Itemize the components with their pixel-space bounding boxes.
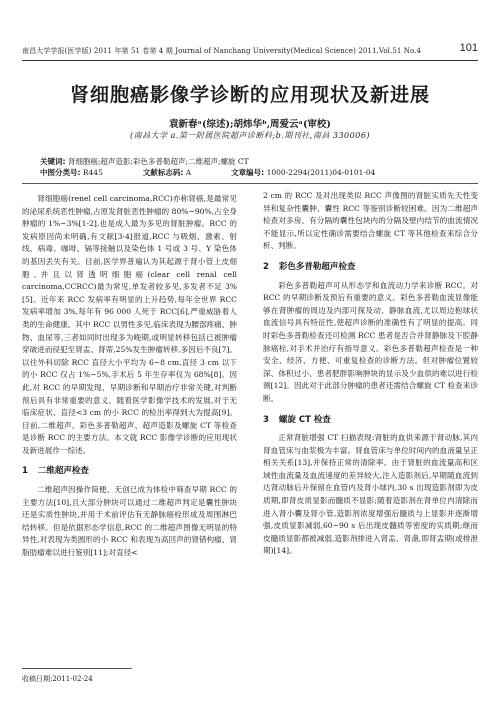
intro-paragraph: 肾细胞癌(renel cell carcinoma,RCC)亦称肾癌,是最常见的泌尿系统恶性肿瘤,占原发肾脏恶性肿瘤的 80%~90%,占全身肿瘤的 1%~3%[1-2],也是成人最为多见的肾脏肿瘤。RCC 的发病原因尚未明确,有文献[3-4]报道,RCC 与吸烟、激素、射线、病毒、咖啡、镉等接触以及染色体 1 号或 3 号、Y 染色体的基因丢失有关。目前,医学界普遍认为其起源于肾小管上皮细胞,并且以肾透明细胞癌(clear cell renal cell carcinoma,CCRCC)最为常见,单发者较多见,多发者不足 3%[5]。近年来 RCC 发病率有明显的上升趋势,每年全世界 RCC 发病率增加 3%,每年有 96 000 人死于 RCC[6],严重威胁着人类的生命健康。其中 RCC 以男性多见,临床表现为腰部疼痛、肿物、血尿等,三者如同时出现多为晚期,或明显转移包括已被肿瘤穿破进而侵犯至肾盂、肾蒂,25%发生肿瘤转移,多因后不良[7]。以往外科切除 RCC 直径大小平均为 6~8 cm,直径 3 cm 以下的小 RCC 仅占 1%~5%,手术后 5 年生存率仅为 68%[8]。因此,对 RCC 的早期发现、早期诊断和早期治疗非常关键,对判断预后具有非常重要的意义。随着医学影像学技术的发展,对于无临床症状、直径<3 cm 的小 RCC 的检出率得到大为提高[9]。目前,二维超声、彩色多普勒超声、超声造影及螺旋 CT 等检查是诊断 RCC 的主要方法。本文就 RCC 影像学诊断的应用现状及新进展作一综述。: [22, 194, 237, 455]
journal-line: 南昌大学学报(医学版) 2011 年第 51 卷第 4 期 Journal of Nanchang University(Medical Science) 2011,Vol.51 No.4: [22, 47, 422, 55]
section-1-title: 二维超声检查: [37, 466, 89, 477]
page-number: 101: [459, 42, 478, 54]
metadata-rule: [22, 183, 478, 184]
header-rule: [22, 60, 478, 61]
section-2-title: 彩色多普勒超声检查: [278, 261, 356, 272]
clc-value: R445: [82, 168, 103, 177]
footnote-rule: [22, 668, 132, 669]
section-2-number: 2: [263, 261, 269, 272]
section-3-heading: [263, 414, 478, 427]
section-3-number: 3: [263, 414, 269, 425]
article-no-value: 1000-2294(2011)04-0101-04: [266, 168, 376, 177]
right-column: [263, 190, 478, 558]
clc-label: 中图分类号:: [40, 168, 81, 177]
left-column: [22, 193, 237, 560]
received-date: 收稿日期:2011-02-24: [22, 675, 93, 683]
continued-paragraph: 2 cm 的 RCC 及对出现类似 RCC 声像图的肾脏实质先天性变异和复杂性囊肿、囊性 RCC 等鉴别诊断较困难。因为二维超声检查对多房、有分隔的囊性包块内的分隔及壁内结节的血流情况不能显示,所以定性确诊需要结合螺旋 CT 等其他检查来综合分析、判断。: [263, 191, 478, 251]
doc-code-value: A: [185, 168, 192, 177]
section-1-heading: [22, 465, 237, 478]
doc-code-label: 文献标志码:: [142, 168, 184, 177]
clc-field: [40, 167, 103, 178]
section-1-paragraph: 二维超声因操作简便、无创已成为体检中筛查早期 RCC 的主要方法[10],且大部分肿块可以通过二维超声判定是囊性肿块还是实质性肿块,并用于术前评估有无静脉癌栓形成及周围淋巴结转移。但是依据形态学信息,RCC 的二维超声图像无明显的特异性,对表现为类圆形的小 RCC 和表现为高回声的肾错构瘤、肾脂肪瘤难以进行鉴别[11];对直径<: [22, 485, 237, 558]
section-3-paragraph: 正常肾脏增强 CT 扫描表现:肾脏的血供来源于肾动脉,其内肾血管床与血浆极为丰富。肾血管床与单位时间内的血液量呈正相关关系[13],并保持正常的清除率。由于肾脏的血流量高和区域性血流量及血流速度的差异较大,注入造影剂后,早期随血流到达肾动脉后升保留在血管内及肾小球内,30 s 出现造影剂即为皮质期,即肾皮质显影而髓质不显影;随着造影剂在肾单位内清除而进入肾小囊及肾小管,造影剂浓度增强后髓质与上显影并逐渐增强,皮质显影减弱,60~90 s 后出现皮髓质等密度的实质期;继而皮髓质显影都被减弱,造影剂排进入肾盂、肾盏,即肾盂期(或排泄期)[14]。: [263, 433, 478, 556]
section-3-title: 螺旋 CT 检查: [278, 414, 331, 425]
article-metadata: [40, 156, 470, 178]
article-no-label: 文章编号:: [231, 168, 265, 177]
section-2-paragraph: 彩色多普勒超声可从形态学和血流动力学来诊断 RCC。对 RCC 的早期诊断及预后有重要的意义。彩色多普勒血流显像能够在肾肿瘤的周边及内部可探及动、静脉血流,尤以周边抱球状血流信号具有特征性,使超声诊断的准确性有了明显的提高。同时彩色多普勒检查还可检测 RCC 患者是否合并肾静脉及下腔静脉癌栓,对手术并治疗有指导意义。彩色多普勒超声检查是一种安全、经济、方便、可重复检查的诊断方法。但对肿瘤位置较深、体积过小、患者肥胖影响肿块的显示及少血供的难以进行检测[12]。因此对于此部分肿瘤的患者还需结合螺旋 CT 检查来诊断。: [263, 280, 478, 403]
affiliation: (南昌大学 a.第一附属医院超声诊断科;b.期刊社,南昌 330006): [129, 131, 371, 140]
running-header: [22, 40, 478, 58]
section-1-number: 1: [22, 466, 28, 477]
keywords: 肾细胞癌;超声造影;彩色多普勒超声;二维超声;螺旋 CT: [67, 157, 249, 166]
section-2-heading: [263, 261, 478, 274]
article-title: 肾细胞癌影像学诊断的应用现状及新进展: [69, 84, 430, 106]
doc-code-field: [143, 167, 191, 178]
keywords-row: [40, 156, 470, 167]
classification-row: [40, 167, 470, 178]
authors: 袁新春ᵃ(综述);胡炜华ᵇ,周爱云ᵃ(审校): [169, 119, 331, 130]
keywords-label: 关键词:: [40, 157, 66, 166]
article-no-field: [231, 167, 375, 178]
